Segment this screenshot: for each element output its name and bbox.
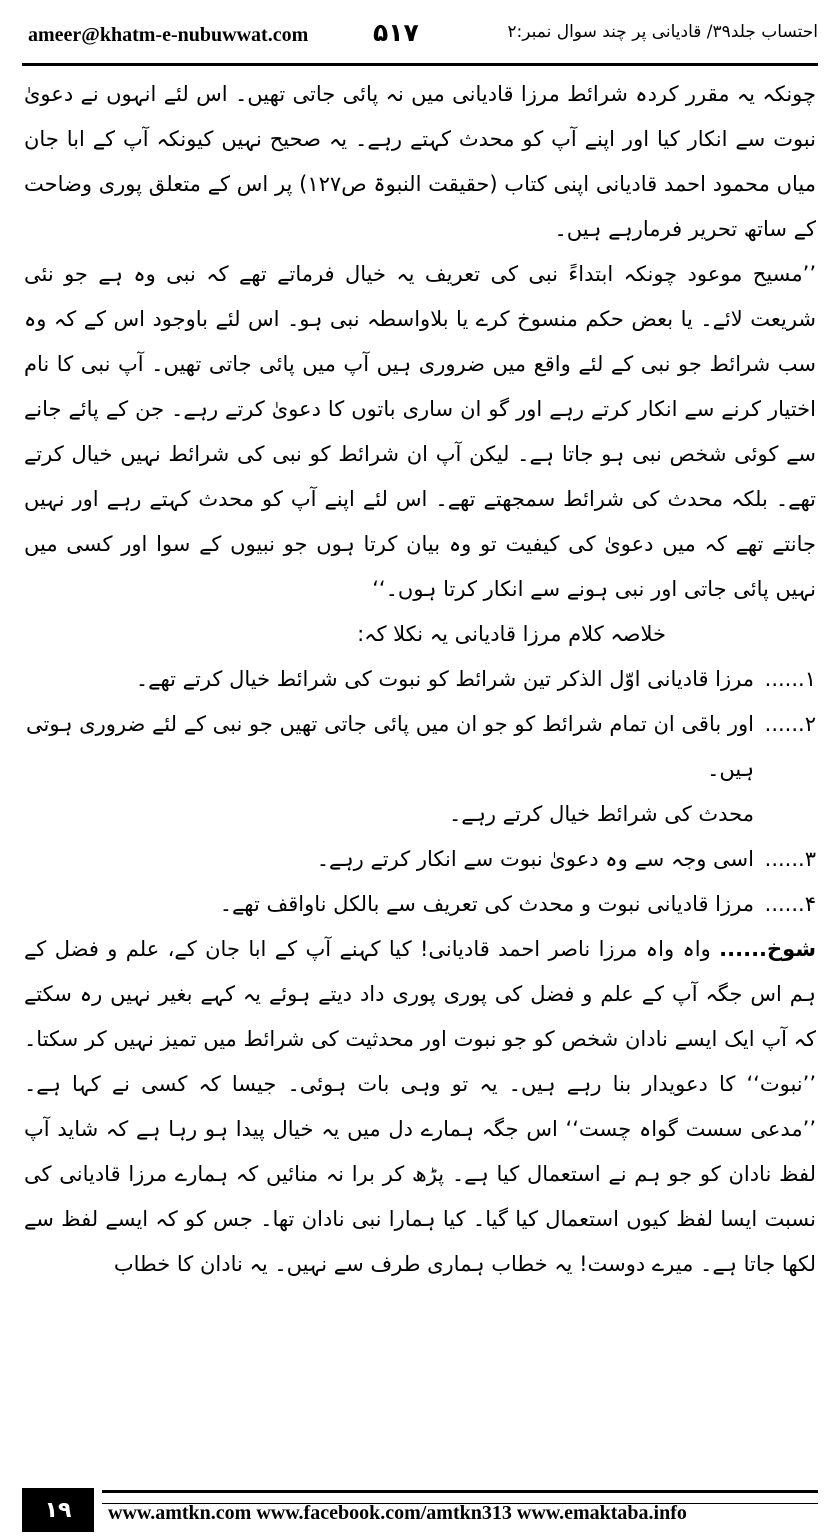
header-email: ameer@khatm-e-nubuwwat.com: [28, 24, 309, 46]
shokh-text: واہ واہ مرزا ناصر احمد قادیانی! کیا کہنے آپ کے ابا جان کے، علم و فضل کے ہم اس جگہ آپ کے علم و فضل کی پوری پوری داد دیتے ہوئے یہ کہے بغیر نہیں رہ سکتے کہ آپ ایک ایسے نادان شخص کو جو نبوت اور محدثیت کی شرائط میں تمیز نہیں کر سکتا۔ ’’نبوت‘‘ کا دعویدار بنا رہے ہیں۔ یہ تو وہی بات ہوئی۔ جیسا کہ کسی نے کہا ہے۔ ’’مدعی سست گواہ چست‘‘ اس جگہ ہمارے دل میں یہ خیال پیدا ہو رہا ہے کہ شاید آپ لفظ نادان کو جو ہم نے استعمال کیا ہے۔ پڑھ کر برا نہ منائیں کہ ہمارے مرزا قادیانی کی نسبت ایسا لفظ کیوں استعمال کیا گیا۔ کیا ہمارا نبی نادان تھا۔ جس کو کہ ایسے لفظ سے لکھا جاتا ہے۔ میرے دوست! یہ خطاب ہماری طرف سے نہیں۔ یہ نادان کا خطاب: [24, 937, 816, 1276]
list-item: [24, 702, 816, 792]
page-footer: [22, 1488, 818, 1532]
paragraph-shokh: [24, 927, 816, 1287]
header-book-title: احتساب جلد۳۹/ قادیانی پر چند سوال نمبر:۲: [507, 22, 818, 42]
list-item-number: ۴......: [764, 892, 816, 916]
header-page-number: ۵۱۷: [373, 18, 419, 47]
page-body: [24, 72, 816, 1470]
page-header: [28, 18, 818, 60]
shokh-label: شوخ......: [719, 937, 816, 961]
summary-intro: خلاصہ کلام مرزا قادیانی یہ نکلا کہ:: [357, 622, 666, 646]
list-item-number: ۳......: [764, 847, 816, 871]
list-item-text: اور باقی ان تمام شرائط کو جو ان میں پائی جاتی تھیں جو نبی کے لئے ضروری ہوتی ہیں۔: [26, 712, 754, 781]
list-item-text: اسی وجہ سے وہ دعویٰ نبوت سے انکار کرتے رہے۔: [316, 847, 754, 871]
paragraph-quote: ’’مسیح موعود چونکہ ابتداءً نبی کی تعریف یہ خیال فرماتے تھے کہ نبی وہ ہے جو نئی شریعت لائے۔ یا بعض حکم منسوخ کرے یا بلاواسطہ نبی ہو۔ اس لئے باوجود اس کے کہ وہ سب شرائط جو نبی کے لئے واقع میں ضروری ہیں آپ میں پائی جاتی تھیں۔ آپ نبی کا نام اختیار کرنے سے انکار کرتے رہے اور گو ان ساری باتوں کا دعویٰ کرتے رہے۔ جن کے پائے جانے سے کوئی شخص نبی ہو جاتا ہے۔ لیکن آپ ان شرائط کو نبی کی شرائط نہیں خیال کرتے تھے۔ بلکہ محدث کی شرائط سمجھتے تھے۔ اس لئے اپنے آپ کو محدث کہتے رہے اور نہیں جانتے تھے کہ میں دعویٰ کی کیفیت تو وہ بیان کرتا ہوں جو نبیوں کے سوا اور کسی میں نہیں پائی جاتی اور نبی ہونے سے انکار کرتا ہوں۔‘‘: [24, 262, 816, 601]
list-item-text: مرزا قادیانی اوّل الذکر تین شرائط کو نبوت کی شرائط خیال کرتے تھے۔: [135, 667, 754, 691]
list-item: [24, 882, 816, 927]
list-item: [24, 657, 816, 702]
list-item-continuation: محدث کی شرائط خیال کرتے رہے۔: [448, 802, 754, 826]
list-item-number: ۱......: [764, 667, 816, 691]
header-rule: [22, 63, 818, 66]
paragraph-intro: چونکہ یہ مقرر کردہ شرائط مرزا قادیانی میں نہ پائی جاتی تھیں۔ اس لئے انہوں نے دعویٰ نبوت سے انکار کیا اور اپنے آپ کو محدث کہتے رہے۔ یہ صحیح نہیں کیونکہ آپ کے ابا جان میاں محمود احمد قادیانی اپنی کتاب (حقیقت النبوۃ ص۱۲۷) پر اس کے متعلق پوری وضاحت کے ساتھ تحریر فرمارہے ہیں۔: [24, 82, 816, 241]
footer-urls: www.amtkn.com www.facebook.com/amtkn313 www.emaktaba.info: [108, 1502, 687, 1524]
list-item-number: ۲......: [764, 712, 816, 736]
footer-page-number: ۱۹: [22, 1488, 94, 1532]
list-item: [24, 837, 816, 882]
list-item-text: مرزا قادیانی نبوت و محدث کی تعریف سے بالکل ناواقف تھے۔: [219, 892, 754, 916]
